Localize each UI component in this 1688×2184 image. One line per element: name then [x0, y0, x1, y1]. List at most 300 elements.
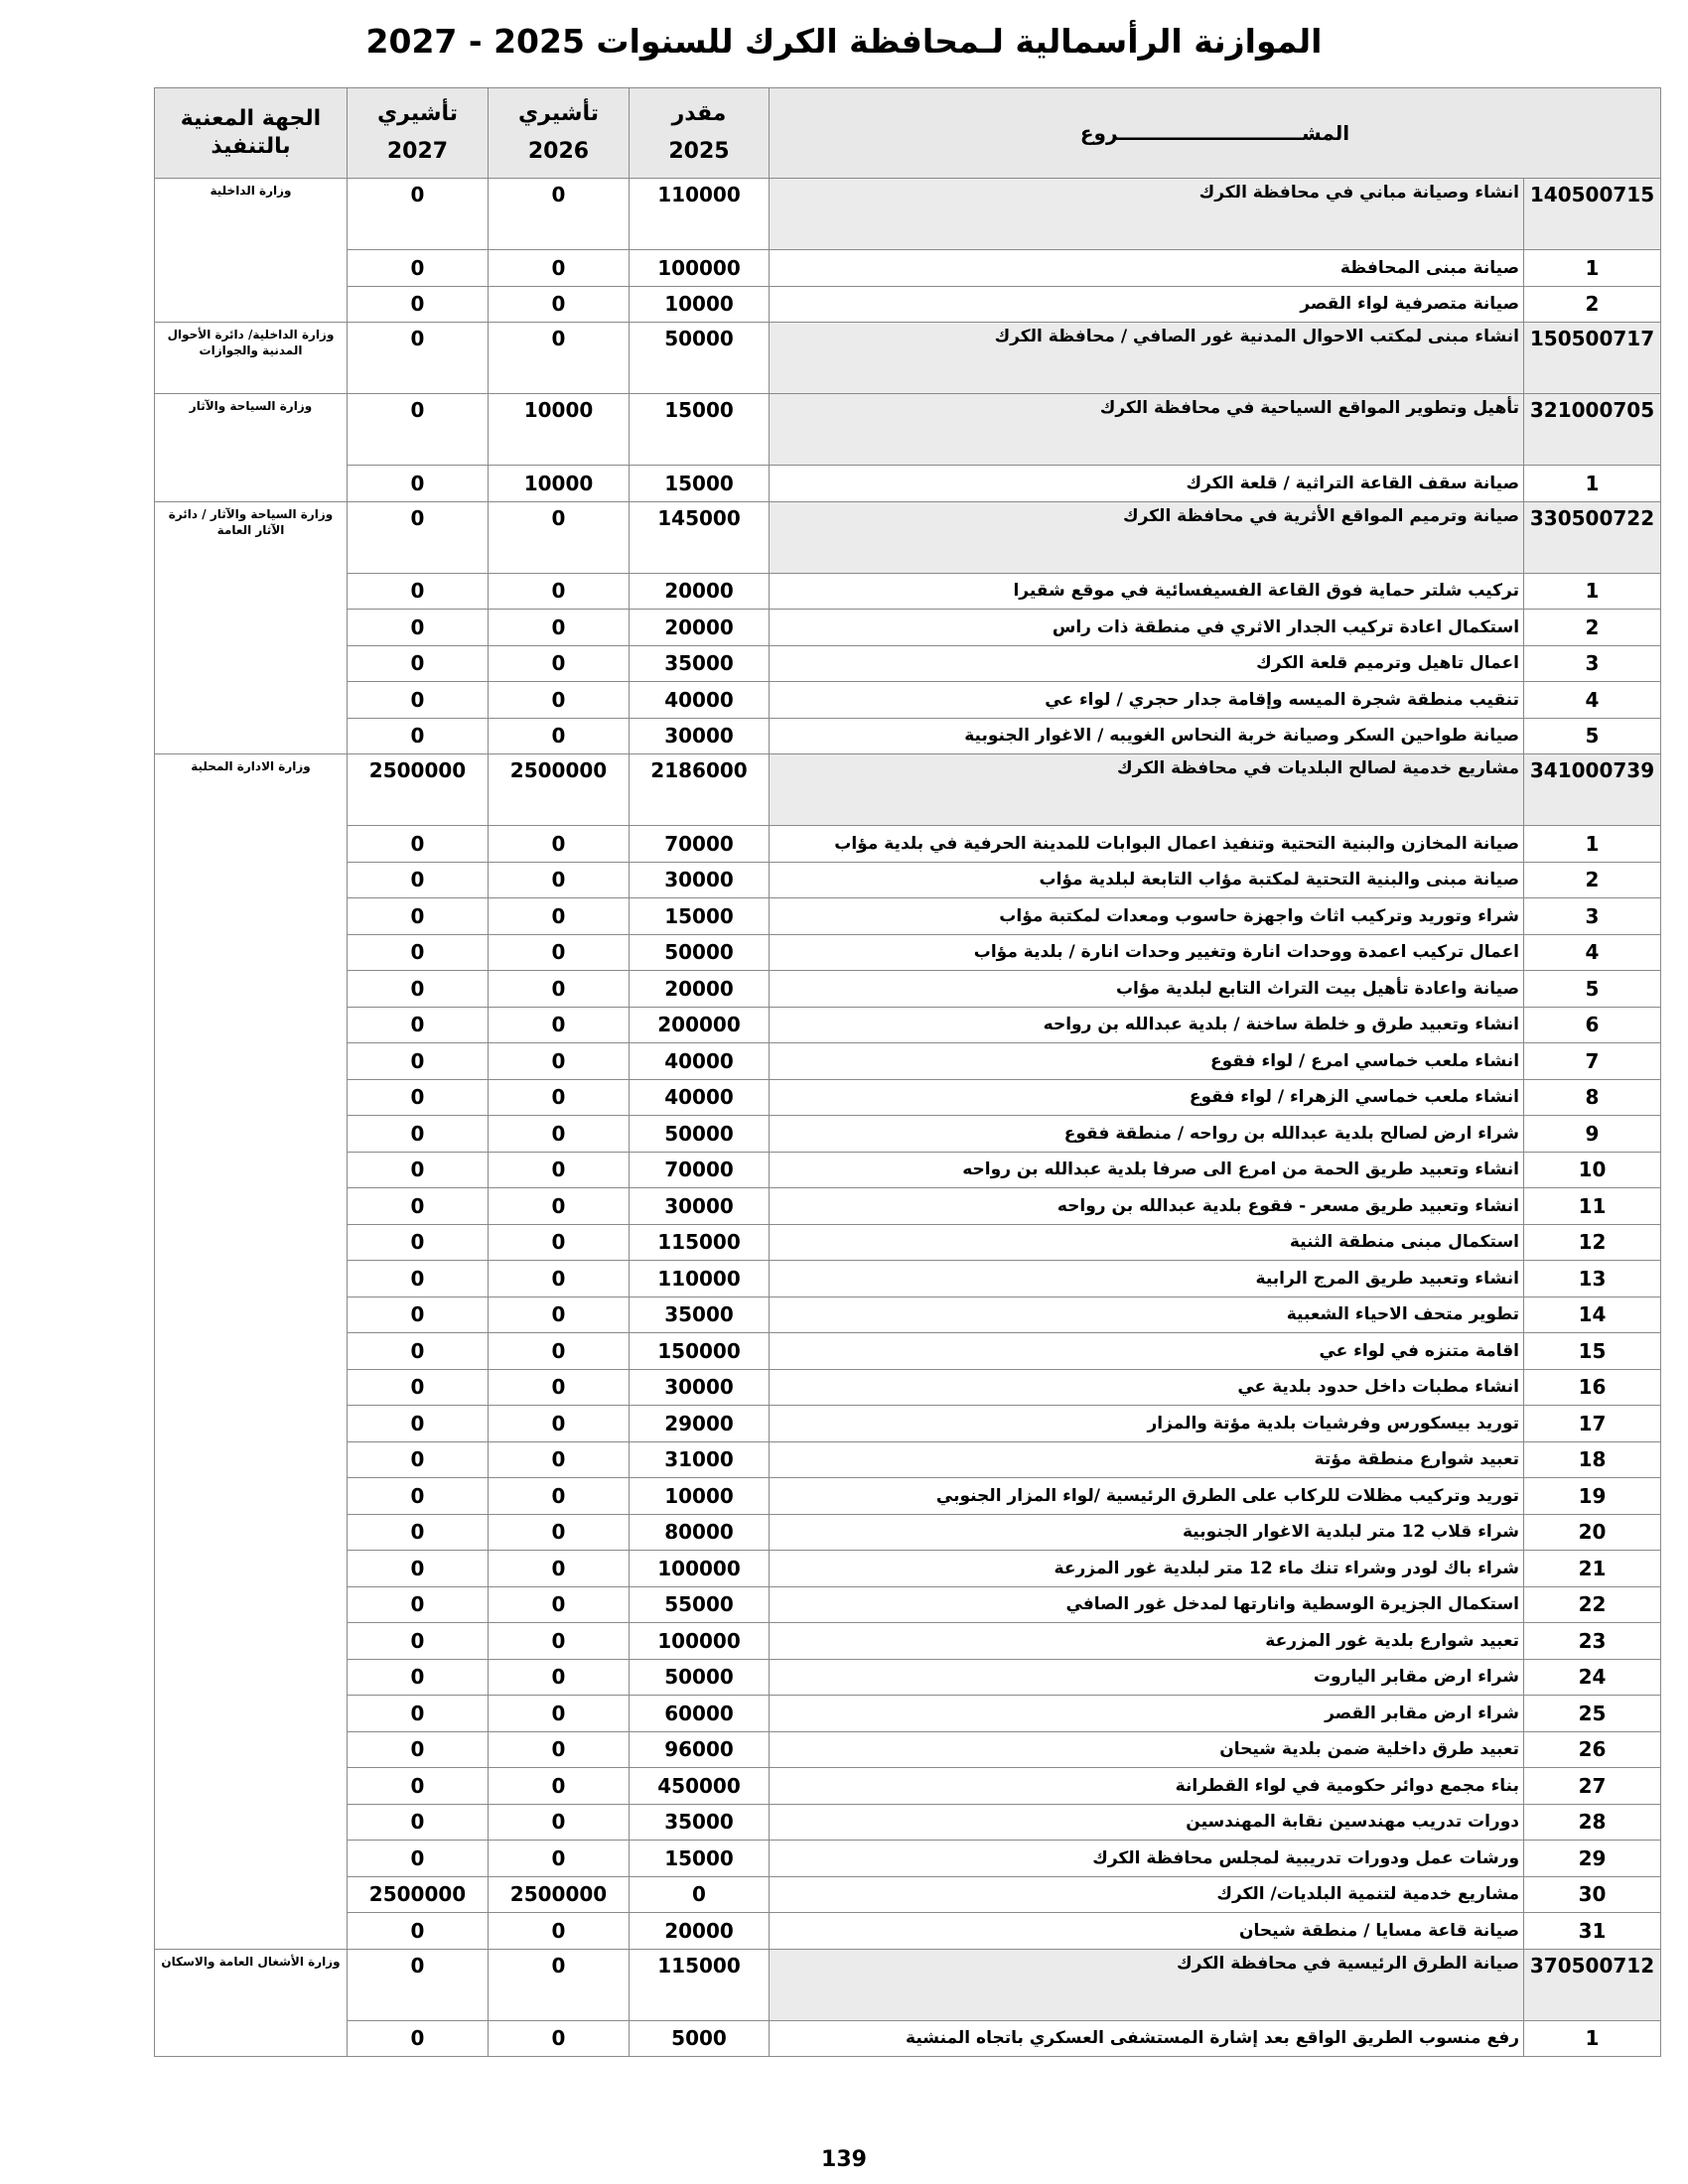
item-name: انشاء وتعبيد طرق و خلطة ساخنة / بلدية عبدالله بن رواحه — [770, 1007, 1524, 1043]
estimate-2025: 30000 — [630, 718, 770, 754]
indicative-2027: 0 — [348, 1261, 489, 1297]
project-name: انشاء مبنى لمكتب الاحوال المدنية غور الصافي / محافظة الكرك — [770, 323, 1524, 394]
estimate-2025: 35000 — [630, 645, 770, 682]
indicative-2026: 0 — [489, 1586, 630, 1623]
item-number: 23 — [1524, 1623, 1661, 1660]
indicative-2026: 2500000 — [489, 1876, 630, 1913]
sub-item-row — [155, 2020, 1661, 2057]
header-project — [770, 88, 1661, 179]
sub-item-row — [155, 1007, 1661, 1043]
item-number: 1 — [1524, 466, 1661, 502]
sub-item-row — [155, 1623, 1661, 1660]
header-indicative-label: تأشيري — [377, 101, 458, 126]
item-name: توريد بيسكورس وفرشيات بلدية مؤتة والمزار — [770, 1406, 1524, 1442]
estimate-2025: 15000 — [630, 898, 770, 935]
project-name: انشاء وصيانة مباني في محافظة الكرك — [770, 179, 1524, 250]
item-number: 11 — [1524, 1188, 1661, 1225]
sub-item-row — [155, 286, 1661, 323]
estimate-2025: 0 — [630, 1876, 770, 1913]
item-name: اعمال تركيب اعمدة ووحدات انارة وتغيير وحدات انارة / بلدية مؤاب — [770, 934, 1524, 971]
sub-item-row — [155, 1441, 1661, 1478]
estimate-2025: 200000 — [630, 1007, 770, 1043]
indicative-2027: 0 — [348, 1224, 489, 1261]
indicative-2027: 0 — [348, 718, 489, 754]
indicative-2027: 0 — [348, 934, 489, 971]
item-name: دورات تدريب مهندسين نقابة المهندسين — [770, 1804, 1524, 1841]
indicative-2027: 0 — [348, 1949, 489, 2020]
estimate-2025: 20000 — [630, 1913, 770, 1950]
indicative-2026: 0 — [489, 1441, 630, 1478]
indicative-2027: 0 — [348, 826, 489, 863]
sub-item-row — [155, 1079, 1661, 1116]
estimate-2025: 50000 — [630, 323, 770, 394]
sub-item-row — [155, 682, 1661, 719]
page-number: 139 — [821, 2147, 867, 2172]
sub-item-row — [155, 1876, 1661, 1913]
estimate-2025: 15000 — [630, 394, 770, 466]
item-name: شراء باك لودر وشراء تنك ماء 12 متر لبلدية غور المزرعة — [770, 1551, 1524, 1587]
item-number: 15 — [1524, 1333, 1661, 1370]
item-name: صيانة مبنى والبنية التحتية لمكتبة مؤاب التابعة لبلدية مؤاب — [770, 862, 1524, 898]
sub-item-row — [155, 1804, 1661, 1841]
item-number: 2 — [1524, 286, 1661, 323]
item-number: 4 — [1524, 934, 1661, 971]
item-name: انشاء وتعبيد طريق مسعر - فقوع بلدية عبدالله بن رواحه — [770, 1188, 1524, 1225]
item-name: استكمال اعادة تركيب الجدار الاثري في منطقة ذات راس — [770, 610, 1524, 646]
indicative-2026: 0 — [489, 1369, 630, 1406]
sub-item-row — [155, 1696, 1661, 1732]
indicative-2026: 0 — [489, 1116, 630, 1153]
indicative-2027: 0 — [348, 1804, 489, 1841]
project-code-row — [155, 754, 1661, 826]
indicative-2027: 2500000 — [348, 754, 489, 826]
indicative-2026: 0 — [489, 1659, 630, 1696]
item-name: بناء مجمع دوائر حكومية في لواء القطرانة — [770, 1768, 1524, 1805]
estimate-2025: 50000 — [630, 1659, 770, 1696]
item-name: تعبيد شوارع بلدية غور المزرعة — [770, 1623, 1524, 1660]
indicative-2026: 0 — [489, 1333, 630, 1370]
item-number: 14 — [1524, 1297, 1661, 1333]
indicative-2027: 0 — [348, 1731, 489, 1768]
indicative-2026: 0 — [489, 1949, 630, 2020]
project-code: 330500722 — [1524, 501, 1661, 573]
project-code-row — [155, 394, 1661, 466]
sub-item-row — [155, 1261, 1661, 1297]
budget-table — [154, 87, 1661, 2057]
indicative-2026: 10000 — [489, 394, 630, 466]
indicative-2026: 0 — [489, 1043, 630, 1080]
item-number: 25 — [1524, 1696, 1661, 1732]
sub-item-row — [155, 898, 1661, 935]
indicative-2027: 0 — [348, 286, 489, 323]
indicative-2027: 0 — [348, 179, 489, 250]
item-name: استكمال مبنى منطقة الثنية — [770, 1224, 1524, 1261]
indicative-2026: 0 — [489, 1152, 630, 1188]
item-name: مشاريع خدمية لتنمية البلديات/ الكرك — [770, 1876, 1524, 1913]
indicative-2026: 0 — [489, 1804, 630, 1841]
indicative-2027: 0 — [348, 1841, 489, 1877]
estimate-2025: 40000 — [630, 1043, 770, 1080]
estimate-2025: 55000 — [630, 1586, 770, 1623]
indicative-2026: 0 — [489, 971, 630, 1008]
item-name: صيانة قاعة مسايا / منطقة شيحان — [770, 1913, 1524, 1950]
indicative-2026: 0 — [489, 1261, 630, 1297]
estimate-2025: 20000 — [630, 610, 770, 646]
estimate-2025: 30000 — [630, 1188, 770, 1225]
indicative-2027: 0 — [348, 1079, 489, 1116]
indicative-2027: 0 — [348, 466, 489, 502]
estimate-2025: 10000 — [630, 286, 770, 323]
estimate-2025: 30000 — [630, 1369, 770, 1406]
item-name: صيانة طواحين السكر وصيانة خربة النحاس الغويبه / الاغوار الجنوبية — [770, 718, 1524, 754]
item-name: اعمال تاهيل وترميم قلعة الكرك — [770, 645, 1524, 682]
estimate-2025: 5000 — [630, 2020, 770, 2057]
indicative-2027: 0 — [348, 610, 489, 646]
estimate-2025: 50000 — [630, 1116, 770, 1153]
indicative-2027: 0 — [348, 1659, 489, 1696]
indicative-2026: 0 — [489, 1297, 630, 1333]
header-entity-line1: الجهة المعنية — [180, 106, 322, 131]
item-number: 1 — [1524, 573, 1661, 610]
indicative-2027: 0 — [348, 1551, 489, 1587]
sub-item-row — [155, 1188, 1661, 1225]
indicative-2027: 0 — [348, 971, 489, 1008]
estimate-2025: 110000 — [630, 179, 770, 250]
item-number: 24 — [1524, 1659, 1661, 1696]
estimate-2025: 31000 — [630, 1441, 770, 1478]
item-name: شراء ارض مقابر القصر — [770, 1696, 1524, 1732]
indicative-2026: 10000 — [489, 466, 630, 502]
item-number: 30 — [1524, 1876, 1661, 1913]
indicative-2027: 0 — [348, 1043, 489, 1080]
indicative-2027: 0 — [348, 394, 489, 466]
item-number: 3 — [1524, 898, 1661, 935]
estimate-2025: 115000 — [630, 1949, 770, 2020]
project-code: 341000739 — [1524, 754, 1661, 826]
estimate-2025: 15000 — [630, 1841, 770, 1877]
estimate-2025: 145000 — [630, 501, 770, 573]
item-name: شراء ارض مقابر الياروت — [770, 1659, 1524, 1696]
sub-item-row — [155, 862, 1661, 898]
project-code-row — [155, 1949, 1661, 2020]
item-number: 28 — [1524, 1804, 1661, 1841]
item-number: 1 — [1524, 826, 1661, 863]
sub-item-row — [155, 1586, 1661, 1623]
indicative-2026: 0 — [489, 898, 630, 935]
item-name: ورشات عمل ودورات تدريبية لمجلس محافظة الكرك — [770, 1841, 1524, 1877]
header-indicative-2027 — [348, 88, 489, 179]
header-indicative-year: 2026 — [527, 139, 590, 164]
indicative-2027: 0 — [348, 250, 489, 287]
indicative-2026: 0 — [489, 1224, 630, 1261]
item-number: 10 — [1524, 1152, 1661, 1188]
sub-item-row — [155, 934, 1661, 971]
item-name: انشاء وتعبيد طريق الحمة من امرع الى صرفا بلدية عبدالله بن رواحه — [770, 1152, 1524, 1188]
sub-item-row — [155, 1406, 1661, 1442]
indicative-2026: 0 — [489, 1768, 630, 1805]
sub-item-row — [155, 1297, 1661, 1333]
item-number: 29 — [1524, 1841, 1661, 1877]
sub-item-row — [155, 1043, 1661, 1080]
implementing-entity: وزارة السياحة والآثار / دائرة الآثار العامة — [155, 501, 348, 754]
header-entity — [155, 88, 348, 179]
project-code: 370500712 — [1524, 1949, 1661, 2020]
header-estimate-label: مقدر — [671, 101, 727, 126]
item-name: تعبيد طرق داخلية ضمن بلدية شيحان — [770, 1731, 1524, 1768]
item-number: 12 — [1524, 1224, 1661, 1261]
item-name: صيانة متصرفية لواء القصر — [770, 286, 1524, 323]
item-name: شراء قلاب 12 متر لبلدية الاغوار الجنوبية — [770, 1514, 1524, 1551]
indicative-2026: 0 — [489, 1841, 630, 1877]
table-header-row — [155, 88, 1661, 179]
indicative-2027: 2500000 — [348, 1876, 489, 1913]
table-body — [155, 179, 1661, 2057]
indicative-2026: 0 — [489, 718, 630, 754]
header-estimate-2025 — [630, 88, 770, 179]
indicative-2027: 0 — [348, 2020, 489, 2057]
indicative-2027: 0 — [348, 682, 489, 719]
indicative-2027: 0 — [348, 1297, 489, 1333]
indicative-2027: 0 — [348, 1369, 489, 1406]
indicative-2026: 0 — [489, 1731, 630, 1768]
indicative-2026: 0 — [489, 862, 630, 898]
estimate-2025: 100000 — [630, 1623, 770, 1660]
estimate-2025: 70000 — [630, 1152, 770, 1188]
sub-item-row — [155, 250, 1661, 287]
sub-item-row — [155, 645, 1661, 682]
estimate-2025: 450000 — [630, 1768, 770, 1805]
project-code-row — [155, 323, 1661, 394]
item-number: 16 — [1524, 1369, 1661, 1406]
item-number: 26 — [1524, 1731, 1661, 1768]
item-name: انشاء ملعب خماسي امرع / لواء فقوع — [770, 1043, 1524, 1080]
page-title: الموازنة الرأسمالية لـمحافظة الكرك للسنوات 2025 - 2027 — [365, 22, 1323, 61]
header-indicative-2026 — [489, 88, 630, 179]
indicative-2027: 0 — [348, 1478, 489, 1515]
header-indicative-year: 2027 — [386, 139, 449, 164]
project-name: تأهيل وتطوير المواقع السياحية في محافظة الكرك — [770, 394, 1524, 466]
item-name: صيانة المخازن والبنية التحتية وتنفيذ اعمال البوابات للمدينة الحرفية في بلدية مؤاب — [770, 826, 1524, 863]
indicative-2026: 2500000 — [489, 754, 630, 826]
item-number: 22 — [1524, 1586, 1661, 1623]
item-name: انشاء مطبات داخل حدود بلدية عي — [770, 1369, 1524, 1406]
indicative-2026: 0 — [489, 1514, 630, 1551]
indicative-2027: 0 — [348, 1913, 489, 1950]
item-number: 5 — [1524, 718, 1661, 754]
item-name: تعبيد شوارع منطقة مؤتة — [770, 1441, 1524, 1478]
item-number: 4 — [1524, 682, 1661, 719]
indicative-2027: 0 — [348, 1586, 489, 1623]
estimate-2025: 35000 — [630, 1297, 770, 1333]
sub-item-row — [155, 610, 1661, 646]
indicative-2027: 0 — [348, 1441, 489, 1478]
header-estimate-year: 2025 — [668, 139, 730, 164]
indicative-2027: 0 — [348, 501, 489, 573]
item-number: 20 — [1524, 1514, 1661, 1551]
indicative-2027: 0 — [348, 573, 489, 610]
sub-item-row — [155, 1116, 1661, 1153]
indicative-2027: 0 — [348, 1514, 489, 1551]
indicative-2026: 0 — [489, 2020, 630, 2057]
indicative-2026: 0 — [489, 1913, 630, 1950]
item-number: 27 — [1524, 1768, 1661, 1805]
item-number: 2 — [1524, 862, 1661, 898]
implementing-entity: وزارة الادارة المحلية — [155, 754, 348, 1950]
estimate-2025: 50000 — [630, 934, 770, 971]
item-name: شراء وتوريد وتركيب اثاث واجهزة حاسوب ومعدات لمكتبة مؤاب — [770, 898, 1524, 935]
sub-item-row — [155, 1514, 1661, 1551]
item-number: 17 — [1524, 1406, 1661, 1442]
indicative-2026: 0 — [489, 573, 630, 610]
indicative-2026: 0 — [489, 1478, 630, 1515]
item-name: صيانة واعادة تأهيل بيت التراث التابع لبلدية مؤاب — [770, 971, 1524, 1008]
estimate-2025: 35000 — [630, 1804, 770, 1841]
sub-item-row — [155, 573, 1661, 610]
sub-item-row — [155, 1659, 1661, 1696]
indicative-2027: 0 — [348, 1333, 489, 1370]
item-number: 19 — [1524, 1478, 1661, 1515]
indicative-2026: 0 — [489, 1188, 630, 1225]
sub-item-row — [155, 1224, 1661, 1261]
indicative-2027: 0 — [348, 862, 489, 898]
item-name: شراء ارض لصالح بلدية عبدالله بن رواحه / منطقة فقوع — [770, 1116, 1524, 1153]
item-name: تطوير متحف الاحياء الشعبية — [770, 1297, 1524, 1333]
indicative-2026: 0 — [489, 1623, 630, 1660]
sub-item-row — [155, 826, 1661, 863]
project-code: 150500717 — [1524, 323, 1661, 394]
item-name: تنقيب منطقة شجرة الميسه وإقامة جدار حجري / لواء عي — [770, 682, 1524, 719]
implementing-entity: وزارة الداخلية/ دائرة الأحوال المدنية والجوازات — [155, 323, 348, 394]
sub-item-row — [155, 466, 1661, 502]
estimate-2025: 20000 — [630, 573, 770, 610]
sub-item-row — [155, 971, 1661, 1008]
estimate-2025: 100000 — [630, 1551, 770, 1587]
item-name: انشاء ملعب خماسي الزهراء / لواء فقوع — [770, 1079, 1524, 1116]
indicative-2026: 0 — [489, 610, 630, 646]
item-number: 2 — [1524, 610, 1661, 646]
project-name: مشاريع خدمية لصالح البلديات في محافظة الكرك — [770, 754, 1524, 826]
item-number: 6 — [1524, 1007, 1661, 1043]
estimate-2025: 110000 — [630, 1261, 770, 1297]
indicative-2026: 0 — [489, 1079, 630, 1116]
item-number: 3 — [1524, 645, 1661, 682]
estimate-2025: 40000 — [630, 1079, 770, 1116]
project-code-row — [155, 501, 1661, 573]
estimate-2025: 40000 — [630, 682, 770, 719]
estimate-2025: 30000 — [630, 862, 770, 898]
estimate-2025: 10000 — [630, 1478, 770, 1515]
sub-item-row — [155, 1913, 1661, 1950]
item-name: صيانة سقف القاعة التراثية / قلعة الكرك — [770, 466, 1524, 502]
indicative-2026: 0 — [489, 826, 630, 863]
sub-item-row — [155, 1551, 1661, 1587]
estimate-2025: 100000 — [630, 250, 770, 287]
estimate-2025: 20000 — [630, 971, 770, 1008]
sub-item-row — [155, 1333, 1661, 1370]
indicative-2026: 0 — [489, 179, 630, 250]
indicative-2026: 0 — [489, 645, 630, 682]
item-name: تركيب شلتر حماية فوق القاعة الفسيفسائية في موقع شقيرا — [770, 573, 1524, 610]
estimate-2025: 60000 — [630, 1696, 770, 1732]
item-number: 9 — [1524, 1116, 1661, 1153]
estimate-2025: 115000 — [630, 1224, 770, 1261]
indicative-2027: 0 — [348, 1768, 489, 1805]
estimate-2025: 80000 — [630, 1514, 770, 1551]
indicative-2027: 0 — [348, 1116, 489, 1153]
item-number: 5 — [1524, 971, 1661, 1008]
indicative-2026: 0 — [489, 1551, 630, 1587]
item-number: 7 — [1524, 1043, 1661, 1080]
item-number: 8 — [1524, 1079, 1661, 1116]
project-code-row — [155, 179, 1661, 250]
indicative-2026: 0 — [489, 323, 630, 394]
sub-item-row — [155, 1841, 1661, 1877]
item-name: اقامة متنزه في لواء عي — [770, 1333, 1524, 1370]
indicative-2026: 0 — [489, 286, 630, 323]
item-number: 31 — [1524, 1913, 1661, 1950]
indicative-2027: 0 — [348, 1152, 489, 1188]
sub-item-row — [155, 1731, 1661, 1768]
indicative-2026: 0 — [489, 1007, 630, 1043]
item-number: 1 — [1524, 250, 1661, 287]
project-name: صيانة وترميم المواقع الأثرية في محافظة الكرك — [770, 501, 1524, 573]
sub-item-row — [155, 1478, 1661, 1515]
estimate-2025: 2186000 — [630, 754, 770, 826]
estimate-2025: 29000 — [630, 1406, 770, 1442]
sub-item-row — [155, 1768, 1661, 1805]
header-indicative-label: تأشيري — [518, 101, 599, 126]
item-number: 1 — [1524, 2020, 1661, 2057]
item-name: رفع منسوب الطريق الواقع بعد إشارة المستشفى العسكري باتجاه المنشية — [770, 2020, 1524, 2057]
indicative-2026: 0 — [489, 501, 630, 573]
indicative-2027: 0 — [348, 1188, 489, 1225]
indicative-2026: 0 — [489, 682, 630, 719]
item-name: استكمال الجزيرة الوسطية وانارتها لمدخل غور الصافي — [770, 1586, 1524, 1623]
indicative-2027: 0 — [348, 1623, 489, 1660]
implementing-entity: وزارة السياحة والآثار — [155, 394, 348, 502]
project-code: 140500715 — [1524, 179, 1661, 250]
indicative-2027: 0 — [348, 1406, 489, 1442]
estimate-2025: 150000 — [630, 1333, 770, 1370]
estimate-2025: 96000 — [630, 1731, 770, 1768]
sub-item-row — [155, 1152, 1661, 1188]
indicative-2027: 0 — [348, 1696, 489, 1732]
item-name: توريد وتركيب مظلات للركاب على الطرق الرئيسية /لواء المزار الجنوبي — [770, 1478, 1524, 1515]
indicative-2026: 0 — [489, 1406, 630, 1442]
header-project-label: المشـــــــــــــــــــــــــــروع — [1079, 121, 1350, 145]
indicative-2027: 0 — [348, 645, 489, 682]
indicative-2027: 0 — [348, 1007, 489, 1043]
sub-item-row — [155, 718, 1661, 754]
indicative-2026: 0 — [489, 1696, 630, 1732]
header-entity-line2: بالتنفيذ — [211, 134, 291, 159]
indicative-2026: 0 — [489, 250, 630, 287]
estimate-2025: 15000 — [630, 466, 770, 502]
implementing-entity: وزارة الداخلية — [155, 179, 348, 323]
indicative-2027: 0 — [348, 323, 489, 394]
indicative-2027: 0 — [348, 898, 489, 935]
implementing-entity: وزارة الأشغال العامة والاسكان — [155, 1949, 348, 2057]
item-name: انشاء وتعبيد طريق المرج الرابية — [770, 1261, 1524, 1297]
project-name: صيانة الطرق الرئيسية في محافظة الكرك — [770, 1949, 1524, 2020]
sub-item-row — [155, 1369, 1661, 1406]
item-number: 21 — [1524, 1551, 1661, 1587]
project-code: 321000705 — [1524, 394, 1661, 466]
item-name: صيانة مبنى المحافظة — [770, 250, 1524, 287]
item-number: 13 — [1524, 1261, 1661, 1297]
item-number: 18 — [1524, 1441, 1661, 1478]
estimate-2025: 70000 — [630, 826, 770, 863]
